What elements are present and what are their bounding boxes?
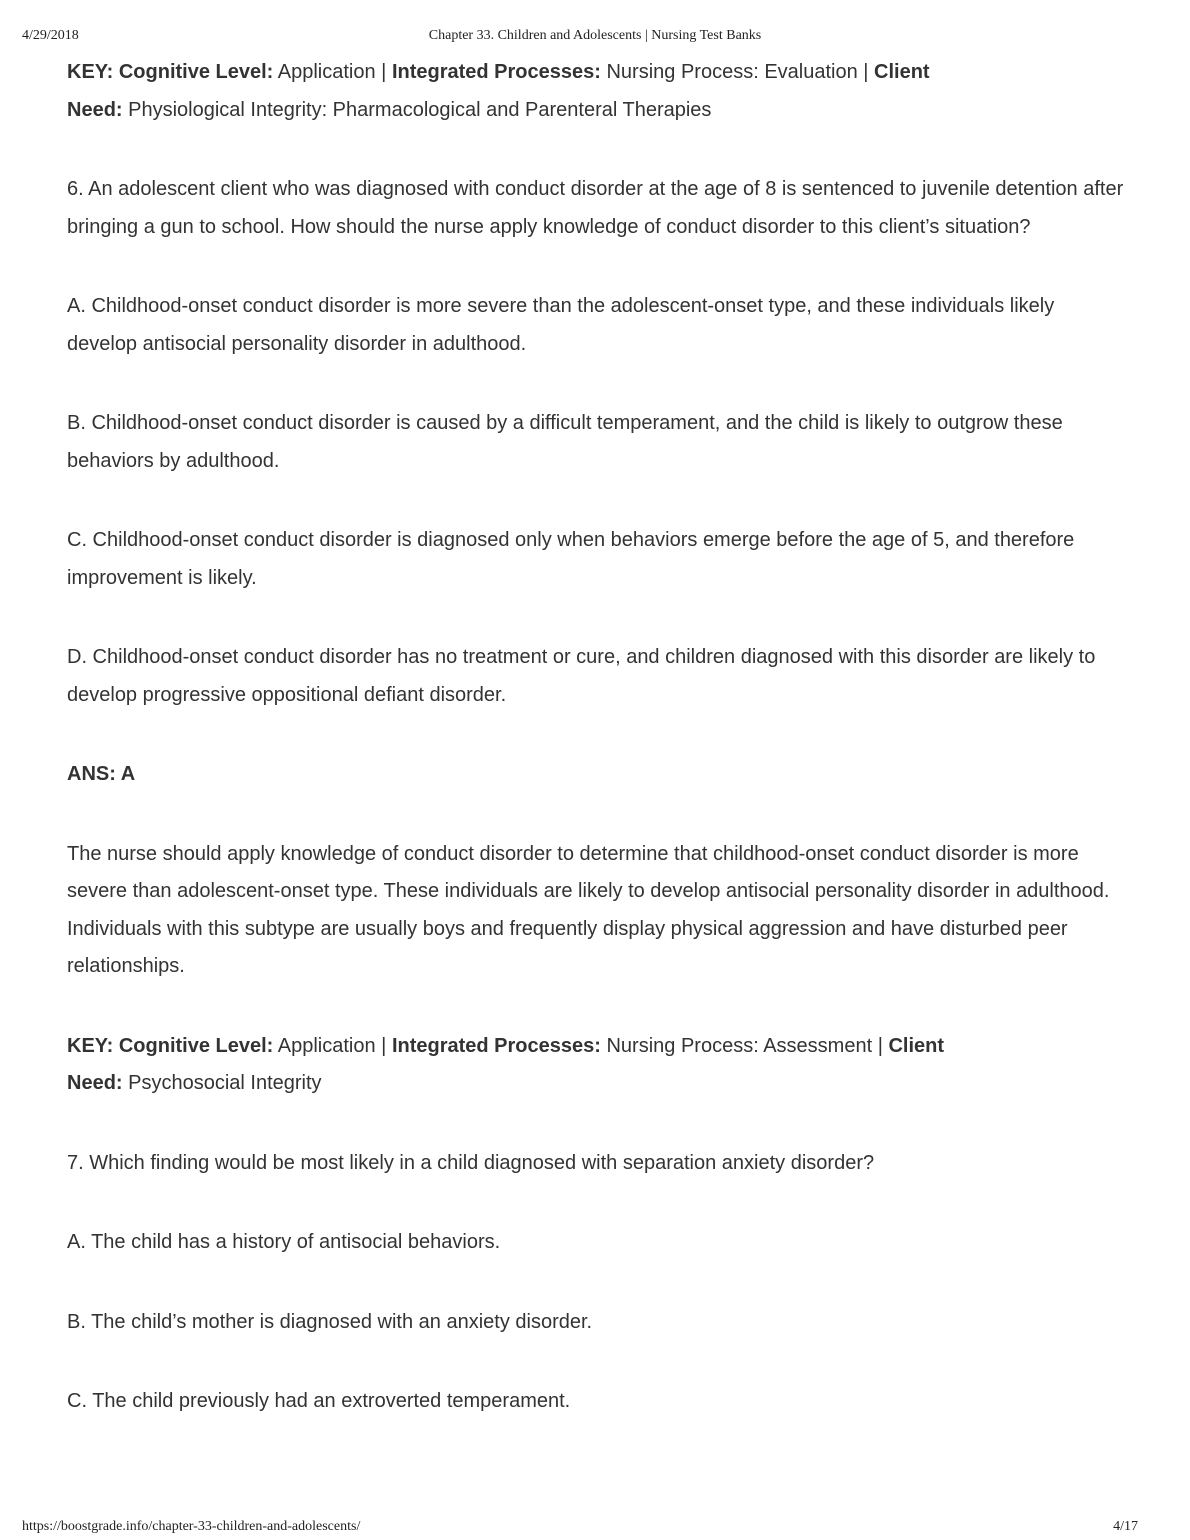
question-7-option-c: C. The child previously had an extroverted temperament. xyxy=(67,1390,571,1412)
cognitive-level-value: Application xyxy=(277,61,376,83)
print-date: 4/29/2018 xyxy=(22,28,79,43)
key-separator: | xyxy=(857,61,875,83)
question-6-option-a: A. Childhood-onset conduct disorder is more severe than the adolescent-onset type, and these individuals likely develop antisocial personality disorder in adulthood. xyxy=(67,295,1055,355)
key-cognitive-level-label: KEY: Cognitive Level: xyxy=(67,61,274,83)
article-content xyxy=(67,54,1127,1463)
cognitive-level-value: Application xyxy=(277,1034,376,1057)
answer-label: ANS: A xyxy=(67,763,136,785)
print-header xyxy=(0,28,1190,48)
question-7-option-a: A. The child has a history of antisocial behaviors. xyxy=(67,1231,501,1253)
print-page-title: Chapter 33. Children and Adolescents | Nursing Test Banks xyxy=(428,28,762,43)
client-need-value: Physiological Integrity: Pharmacological and Parenteral Therapies xyxy=(128,98,712,121)
key-separator: | xyxy=(872,1034,889,1057)
key-block-q5 xyxy=(67,54,1127,129)
page-number: 4/17 xyxy=(1113,1519,1138,1534)
question-6-answer xyxy=(67,756,1127,794)
question-6-option-b: B. Childhood-onset conduct disorder is caused by a difficult temperament, and the child is likely to outgrow these behaviors by adulthood. xyxy=(67,412,1063,472)
client-label: Client xyxy=(888,1034,945,1057)
integrated-processes-value: Nursing Process: Assessment xyxy=(606,1034,873,1057)
question-6-option-d: D. Childhood-onset conduct disorder has no treatment or cure, and children diagnosed with this disorder are likely to develop progressive oppositional defiant disorder. xyxy=(67,646,1096,706)
integrated-processes-label: Integrated Processes: xyxy=(391,1034,601,1057)
need-label: Need: xyxy=(67,98,123,121)
key-separator: | xyxy=(375,61,392,83)
page-url: https://boostgrade.info/chapter-33-children-and-adolescents/ xyxy=(22,1519,361,1534)
key-block-q6 xyxy=(67,1028,1127,1103)
key-separator: | xyxy=(375,1034,392,1057)
key-cognitive-level-label: KEY: Cognitive Level: xyxy=(67,1034,274,1057)
question-7-option-b: B. The child’s mother is diagnosed with an anxiety disorder. xyxy=(67,1310,593,1333)
client-need-value: Psychosocial Integrity xyxy=(128,1072,322,1094)
question-6-stem: 6. An adolescent client who was diagnosed with conduct disorder at the age of 8 is sentenced to juvenile detention after bringing a gun to school. How should the nurse apply knowledge of conduct disorder to this client’s situation? xyxy=(67,178,1124,238)
need-label: Need: xyxy=(67,1072,123,1094)
client-label: Client xyxy=(874,61,930,83)
integrated-processes-value: Nursing Process: Evaluation xyxy=(606,61,858,83)
print-footer xyxy=(0,1519,1190,1539)
question-6-rationale: The nurse should apply knowledge of conduct disorder to determine that childhood-onset conduct disorder is more severe than adolescent-onset type. These individuals are likely to develop antisocial personality disorder in adulthood. Individuals with this subtype are usually boys and frequently display physical aggression and have disturbed peer relationships. xyxy=(67,842,1110,977)
integrated-processes-label: Integrated Processes: xyxy=(391,61,601,83)
question-7-stem: 7. Which finding would be most likely in a child diagnosed with separation anxiety disorder? xyxy=(67,1151,875,1174)
question-6-option-c: C. Childhood-onset conduct disorder is diagnosed only when behaviors emerge before the age of 5, and therefore improvement is likely. xyxy=(67,529,1075,589)
